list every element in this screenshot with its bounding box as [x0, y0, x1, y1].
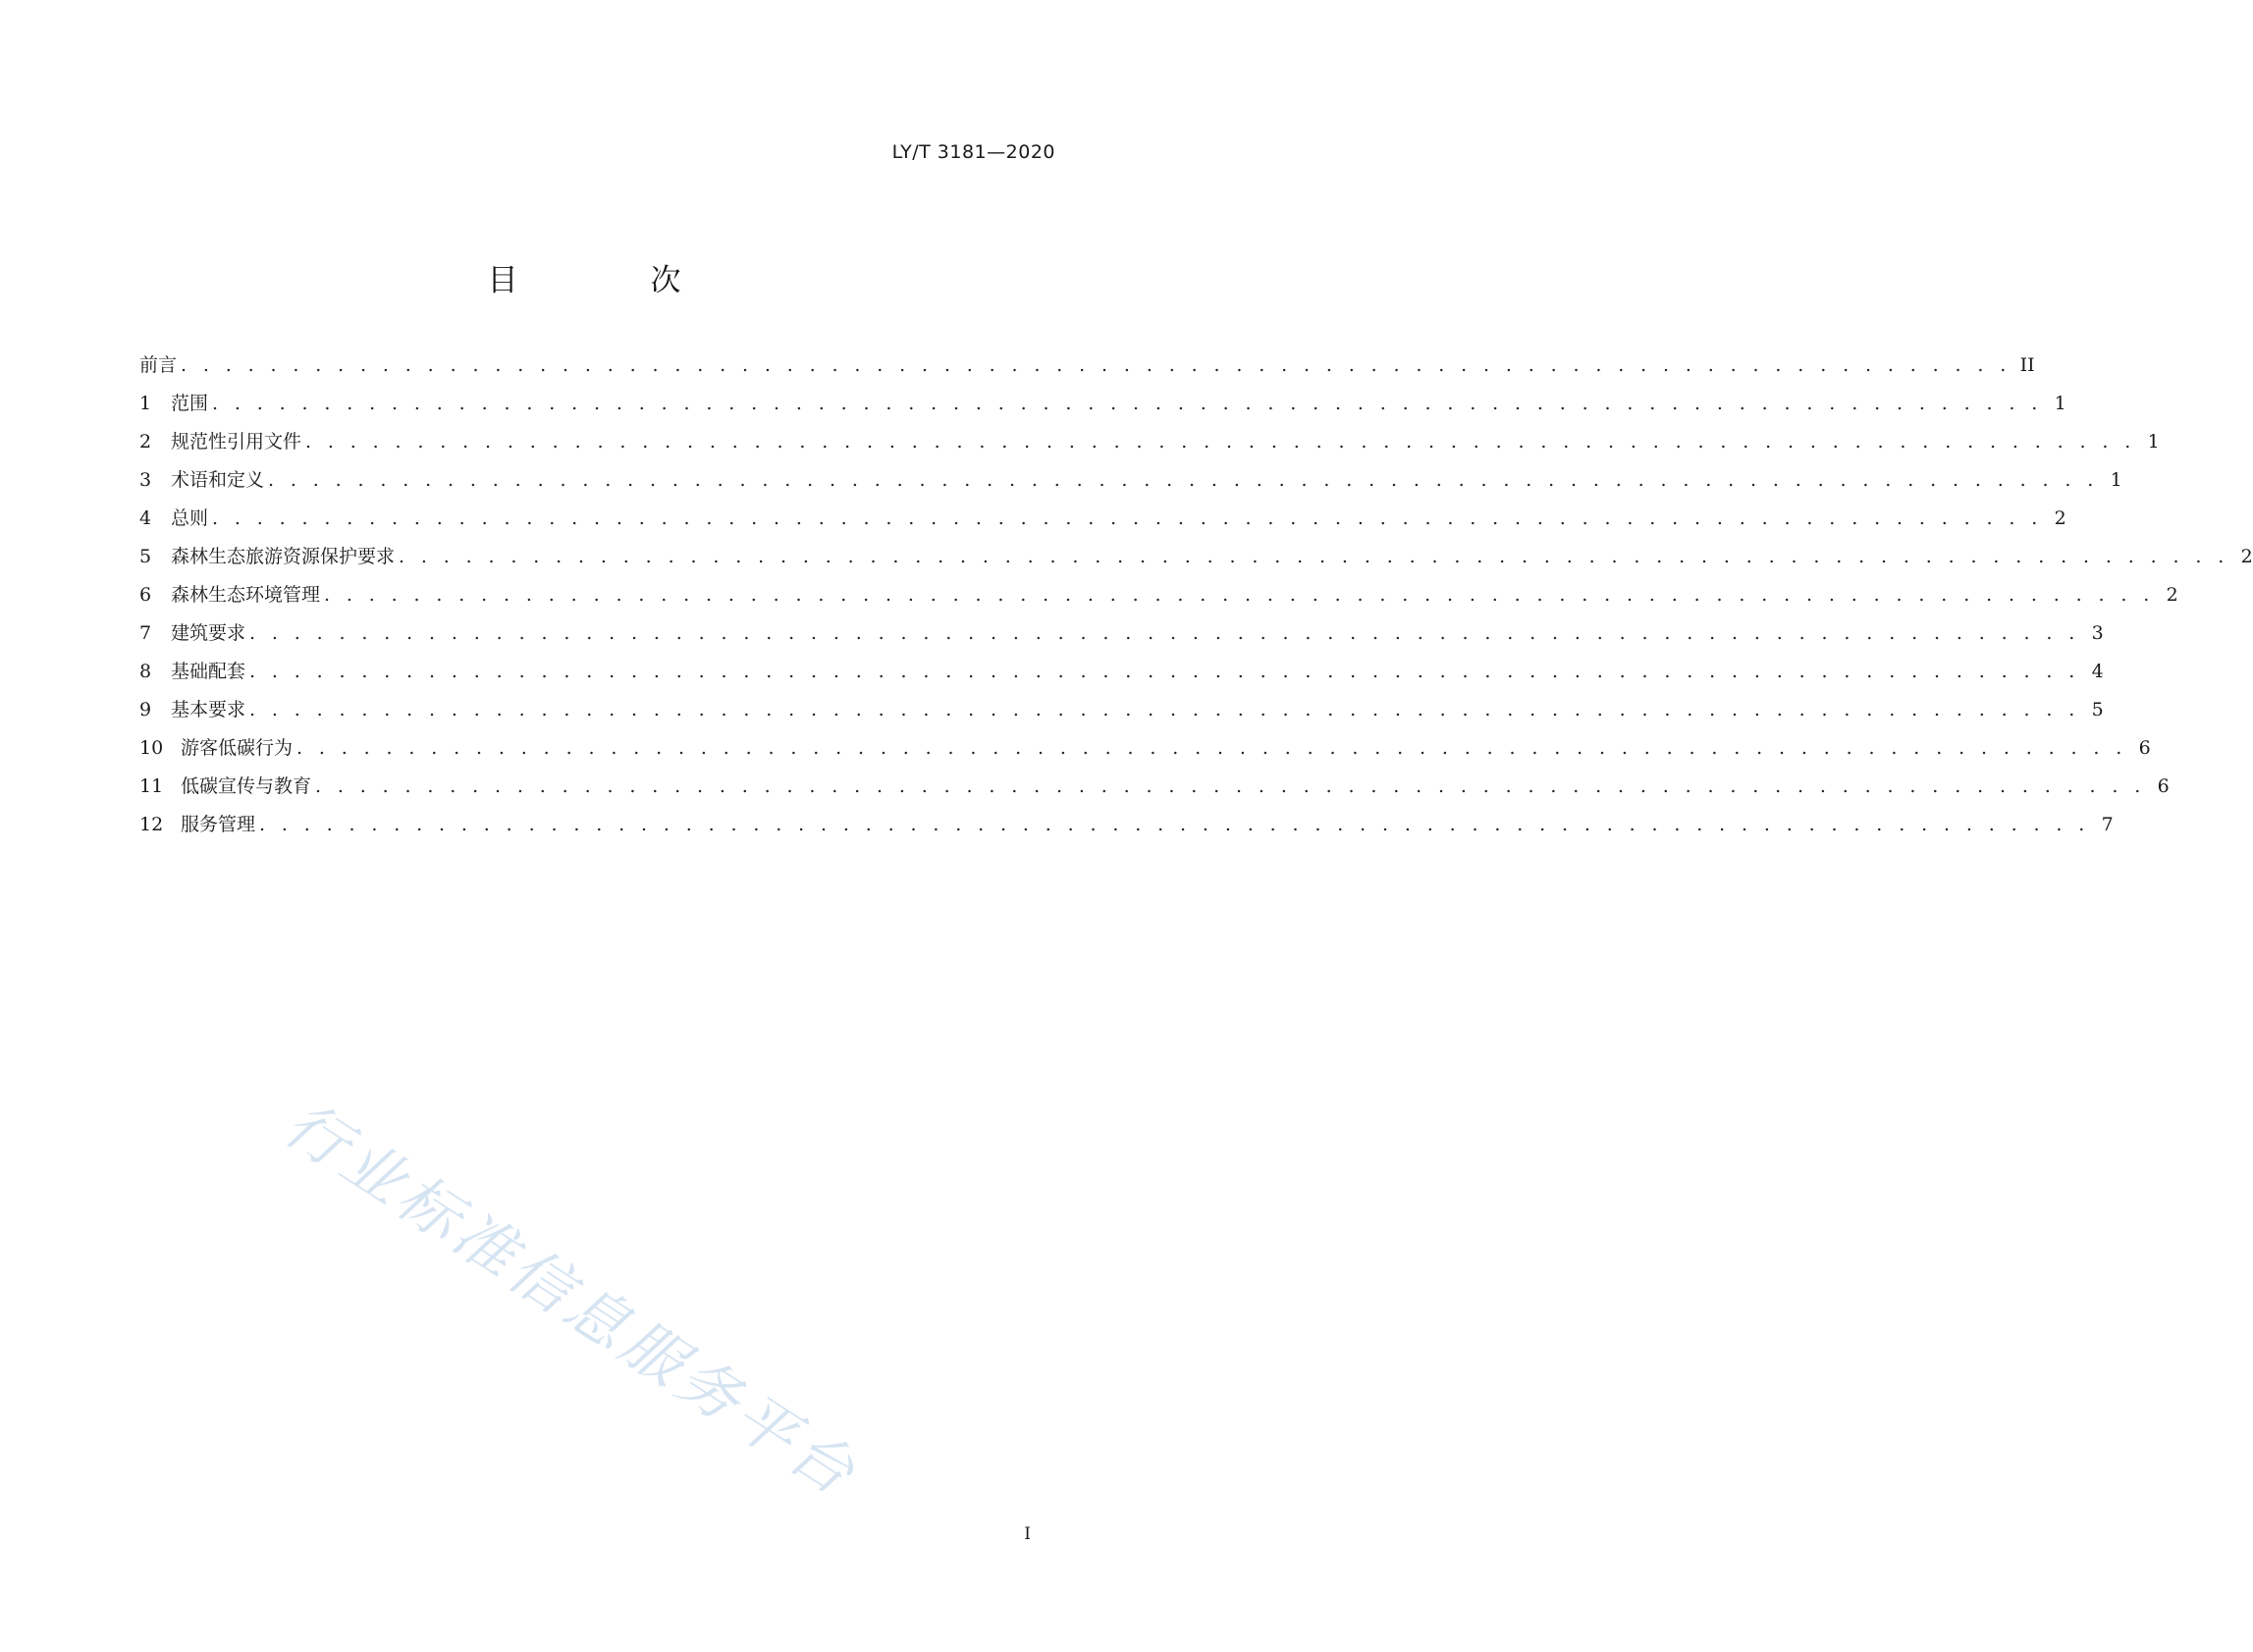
toc-entry-label: 基础配套 [171, 661, 246, 682]
toc-entry[interactable] [139, 695, 2104, 733]
watermark: 行业标准信息服务平台 [272, 1088, 872, 1512]
toc-leader-dots: . . . . . . . . . . . . . . . . . . . . . . . . . . . . . . . . . . . . . . . . . . . . . . . . . . . . . . . . . . . . . . . . . . . . . . . . . . . . . . . . . . [249, 622, 2080, 644]
toc-entry-label: 范围 [171, 393, 209, 414]
toc-entry-number: 2 [139, 431, 152, 453]
toc-entry[interactable] [139, 580, 2178, 618]
toc-leader-dots: . . . . . . . . . . . . . . . . . . . . . . . . . . . . . . . . . . . . . . . . . . . . . . . . . . . . . . . . . . . . . . . . . . . . . . . . . . . . . . . . . . [324, 584, 2155, 606]
toc-entry[interactable] [139, 618, 2104, 657]
toc-leader-dots: . . . . . . . . . . . . . . . . . . . . . . . . . . . . . . . . . . . . . . . . . . . . . . . . . . . . . . . . . . . . . . . . . . . . . . . . . . . . . . . . . . [259, 814, 2090, 835]
toc-entry-label: 术语和定义 [171, 469, 265, 491]
page-title: 目 次 [487, 263, 732, 298]
toc-entry-label: 森林生态环境管理 [171, 584, 321, 606]
toc-entry-label: 森林生态旅游资源保护要求 [171, 546, 396, 567]
table-of-contents [139, 350, 2253, 848]
toc-entry-number: 7 [139, 622, 152, 644]
toc-entry-page: 7 [2101, 814, 2114, 835]
toc-entry-label: 服务管理 [181, 814, 256, 835]
toc-entry-label: 前言 [139, 354, 178, 376]
toc-entry-number: 10 [139, 737, 164, 759]
toc-entry[interactable] [139, 350, 2035, 389]
toc-entry-page: 3 [2091, 622, 2104, 644]
toc-entry-number: 6 [139, 584, 152, 606]
toc-entry[interactable] [139, 657, 2104, 695]
standard-code: LY/T 3181—2020 [891, 141, 1055, 163]
toc-entry[interactable] [139, 504, 2066, 542]
toc-entry-page: 4 [2091, 661, 2104, 682]
toc-leader-dots: . . . . . . . . . . . . . . . . . . . . . . . . . . . . . . . . . . . . . . . . . . . . . . . . . . . . . . . . . . . . . . . . . . . . . . . . . . . . . . . . . . [399, 546, 2229, 567]
toc-leader-dots: . . . . . . . . . . . . . . . . . . . . . . . . . . . . . . . . . . . . . . . . . . . . . . . . . . . . . . . . . . . . . . . . . . . . . . . . . . . . . . . . . . [181, 354, 2012, 376]
toc-entry-number: 1 [139, 393, 152, 414]
toc-entry-page: II [2019, 354, 2035, 376]
toc-leader-dots: . . . . . . . . . . . . . . . . . . . . . . . . . . . . . . . . . . . . . . . . . . . . . . . . . . . . . . . . . . . . . . . . . . . . . . . . . . . . . . . . . . [305, 431, 2136, 453]
toc-entry[interactable] [139, 389, 2066, 427]
toc-entry[interactable] [139, 772, 2170, 810]
toc-entry-page: 6 [2157, 775, 2170, 797]
toc-leader-dots: . . . . . . . . . . . . . . . . . . . . . . . . . . . . . . . . . . . . . . . . . . . . . . . . . . . . . . . . . . . . . . . . . . . . . . . . . . . . . . . . . . [249, 661, 2080, 682]
toc-entry-number: 4 [139, 507, 152, 529]
toc-leader-dots: . . . . . . . . . . . . . . . . . . . . . . . . . . . . . . . . . . . . . . . . . . . . . . . . . . . . . . . . . . . . . . . . . . . . . . . . . . . . . . . . . . [249, 699, 2080, 720]
toc-leader-dots: . . . . . . . . . . . . . . . . . . . . . . . . . . . . . . . . . . . . . . . . . . . . . . . . . . . . . . . . . . . . . . . . . . . . . . . . . . . . . . . . . . [212, 393, 2043, 414]
toc-entry-label: 建筑要求 [171, 622, 246, 644]
toc-leader-dots: . . . . . . . . . . . . . . . . . . . . . . . . . . . . . . . . . . . . . . . . . . . . . . . . . . . . . . . . . . . . . . . . . . . . . . . . . . . . . . . . . . [268, 469, 2099, 491]
toc-entry-page: 6 [2138, 737, 2151, 759]
toc-leader-dots: . . . . . . . . . . . . . . . . . . . . . . . . . . . . . . . . . . . . . . . . . . . . . . . . . . . . . . . . . . . . . . . . . . . . . . . . . . . . . . . . . . [212, 507, 2043, 529]
toc-entry-page: 2 [2054, 507, 2066, 529]
toc-entry-number: 12 [139, 814, 164, 835]
page-number: I [1024, 1524, 1031, 1544]
toc-entry-number: 3 [139, 469, 152, 491]
toc-entry[interactable] [139, 810, 2114, 848]
toc-entry-page: 2 [2240, 546, 2253, 567]
toc-entry[interactable] [139, 465, 2122, 504]
toc-entry[interactable] [139, 733, 2151, 772]
toc-entry-number: 8 [139, 661, 152, 682]
toc-leader-dots: . . . . . . . . . . . . . . . . . . . . . . . . . . . . . . . . . . . . . . . . . . . . . . . . . . . . . . . . . . . . . . . . . . . . . . . . . . . . . . . . . . [315, 775, 2146, 797]
toc-leader-dots: . . . . . . . . . . . . . . . . . . . . . . . . . . . . . . . . . . . . . . . . . . . . . . . . . . . . . . . . . . . . . . . . . . . . . . . . . . . . . . . . . . [296, 737, 2127, 759]
toc-entry-label: 总则 [171, 507, 209, 529]
toc-entry-number: 11 [139, 775, 164, 797]
toc-entry[interactable] [139, 427, 2160, 465]
toc-entry-label: 游客低碳行为 [181, 737, 294, 759]
toc-entry[interactable] [139, 542, 2253, 580]
toc-entry-number: 5 [139, 546, 152, 567]
toc-entry-label: 低碳宣传与教育 [181, 775, 312, 797]
toc-entry-label: 基本要求 [171, 699, 246, 720]
toc-entry-page: 1 [2147, 431, 2160, 453]
toc-entry-label: 规范性引用文件 [171, 431, 302, 453]
toc-entry-page: 5 [2091, 699, 2104, 720]
toc-entry-page: 1 [2054, 393, 2066, 414]
toc-entry-page: 2 [2166, 584, 2178, 606]
toc-entry-page: 1 [2110, 469, 2122, 491]
toc-entry-number: 9 [139, 699, 152, 720]
